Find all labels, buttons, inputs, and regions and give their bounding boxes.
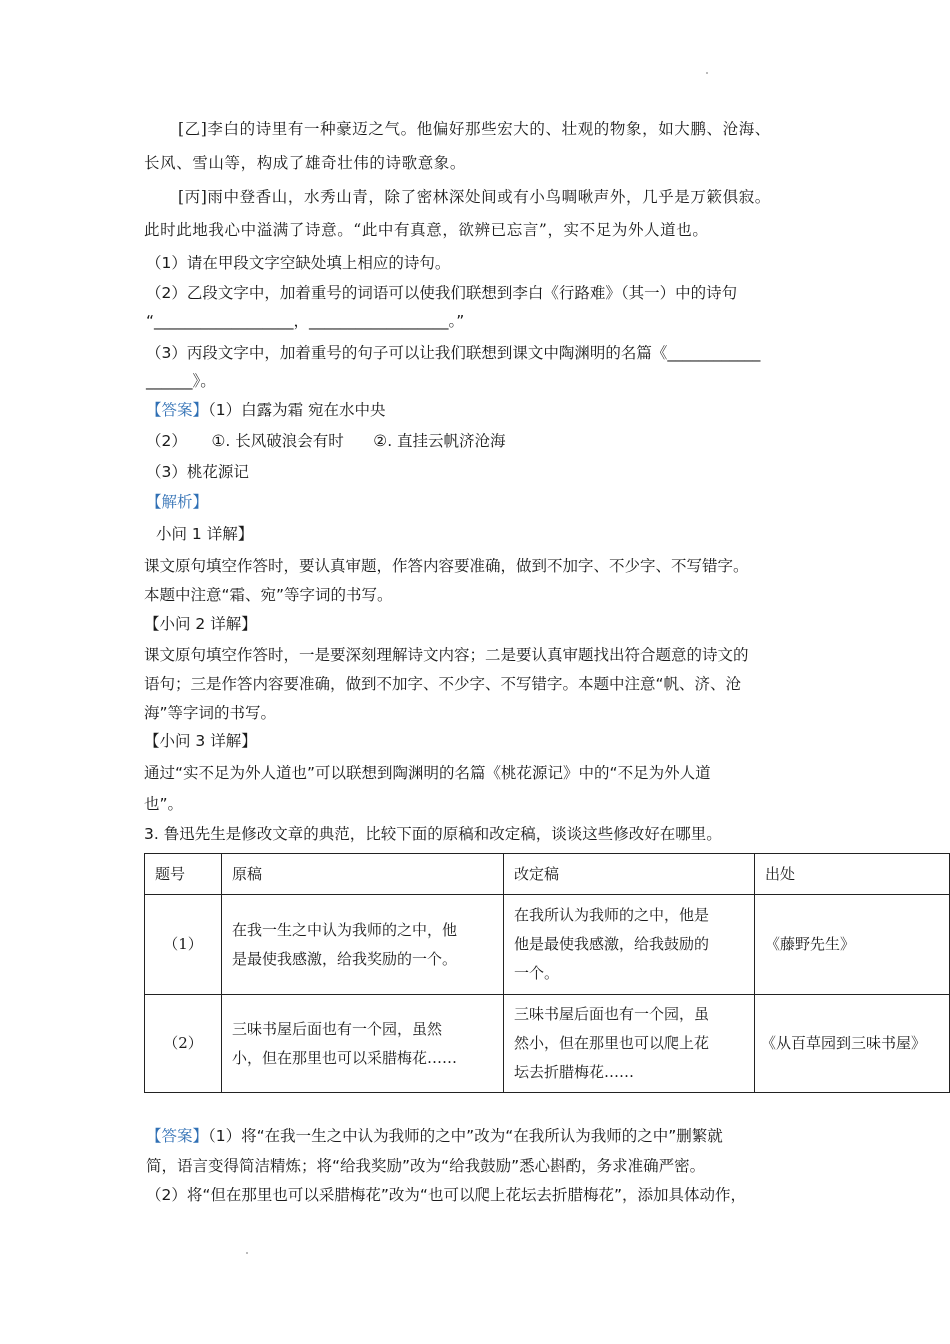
- question-3-prompt: 3. 鲁迅先生是修改文章的典范，比较下面的原稿和改定稿，谈谈这些修改好在哪里。: [144, 825, 722, 843]
- sub2-title: 【小问 2 详解】: [144, 615, 257, 633]
- scan-speck: [706, 72, 708, 74]
- question-3-line2: ______》。: [146, 372, 216, 390]
- sub1-line1: 课文原句填空作答时，要认真审题，作答内容要准确，做到不加字、不少字、不写错字。: [144, 557, 749, 575]
- row-number: （2）: [145, 995, 222, 1093]
- original-line: 是最使我感激，给我奖励的一个。: [232, 949, 458, 968]
- sub2-line1: 课文原句填空作答时，一是要深刻理解诗文内容；二是要认真审题找出符合题意的诗文的: [144, 646, 749, 664]
- revised-text: [504, 995, 755, 1093]
- sub3-line1: 通过“实不足为外人道也”可以联想到陶渊明的名篇《桃花源记》中的“不足为外人道: [144, 764, 711, 782]
- original-text: [222, 995, 504, 1093]
- q3-answer-line3: （2）将“但在那里也可以采腊梅花”改为“也可以爬上花坛去折腊梅花”，添加具体动作，: [146, 1186, 746, 1204]
- sub3-title: 【小问 3 详解】: [144, 732, 257, 750]
- original-text: [222, 895, 504, 995]
- revised-line: 三味书屋后面也有一个园，虽: [514, 1005, 710, 1023]
- scan-speck: [246, 1252, 248, 1254]
- source-text: 《藤野先生》: [755, 895, 950, 995]
- table-row: [145, 895, 950, 995]
- original-line: 三味书屋后面也有一个园，虽然: [232, 1019, 443, 1038]
- question-2-line1: （2）乙段文字中，加着重号的词语可以使我们联想到李白《行路难》（其一）中的诗句: [146, 284, 738, 302]
- source-text: 《从百草园到三味书屋》: [755, 995, 950, 1093]
- header-original: 原稿: [222, 854, 504, 895]
- revised-line: 然小，但在那里也可以爬上花: [514, 1034, 710, 1052]
- original-line: 在我一生之中认为我师的之中，他: [232, 920, 458, 939]
- header-number: 题号: [145, 854, 222, 895]
- table-row: [145, 995, 950, 1093]
- passage-bing-line1: [丙]雨中登香山，水秀山青，除了密林深处间或有小鸟啁啾声外，几乎是万簌俱寂。: [178, 188, 771, 206]
- question-3-line1: （3）丙段文字中，加着重号的句子可以让我们联想到课文中陶渊明的名篇《____________: [146, 344, 761, 362]
- answer-tag: 【答案】: [146, 1127, 209, 1145]
- answer-3: （3）桃花源记: [146, 463, 249, 481]
- analysis-tag: 【解析】: [146, 493, 209, 511]
- revised-line: 在我所认为我师的之中，他是: [514, 906, 710, 924]
- revised-line: 一个。: [514, 964, 560, 982]
- table-header-row: [145, 854, 950, 895]
- sub3-line2: 也”。: [144, 795, 184, 813]
- q3-answer-text: （1）将“在我一生之中认为我师的之中”改为“在我所认为我师的之中”删繁就: [208, 1127, 723, 1145]
- question-2-line2: “__________________，__________________。”: [146, 312, 465, 330]
- header-revised: 改定稿: [504, 854, 755, 895]
- comparison-table: [144, 853, 950, 1093]
- sub1-title: 小问 1 详解】: [156, 525, 254, 543]
- answer-1: （1）白露为霜 宛在水中央: [208, 401, 386, 419]
- original-line: 小，但在那里也可以采腊梅花……: [232, 1048, 458, 1067]
- passage-yi-line2: 长风、雪山等，构成了雄奇壮伟的诗歌意象。: [144, 154, 467, 172]
- revised-text: [504, 895, 755, 995]
- sub2-line3: 海”等字词的书写。: [144, 704, 277, 722]
- sub2-line2: 语句；三是作答内容要准确，做到不加字、不少字、不写错字。本题中注意“帆、济、沧: [144, 675, 742, 693]
- passage-yi-line1: [乙]李白的诗里有一种豪迈之气。他偏好那些宏大的、壮观的物象，如大鹏、沧海、: [178, 120, 771, 138]
- q3-answer-line2: 简，语言变得简洁精炼；将“给我奖励”改为“给我鼓励”悉心斟酌，务求准确严密。: [146, 1157, 706, 1175]
- answer-line-1: [146, 400, 386, 420]
- question-1: （1）请在甲段文字空缺处填上相应的诗句。: [146, 254, 451, 272]
- q3-answer-line1: [146, 1126, 723, 1146]
- passage-bing-line2: 此时此地我心中溢满了诗意。“此中有真意，欲辨已忘言”，实不足为外人道也。: [144, 221, 709, 239]
- revised-line: 坛去折腊梅花……: [514, 1063, 635, 1081]
- revised-line: 他是最使我感激，给我鼓励的: [514, 935, 710, 953]
- answer-tag: 【答案】: [146, 401, 209, 419]
- row-number: （1）: [145, 895, 222, 995]
- header-source: 出处: [755, 854, 950, 895]
- sub1-line2: 本题中注意“霜、宛”等字词的书写。: [144, 586, 393, 604]
- answer-2: （2） ①. 长风破浪会有时 ②. 直挂云帆济沧海: [146, 432, 506, 450]
